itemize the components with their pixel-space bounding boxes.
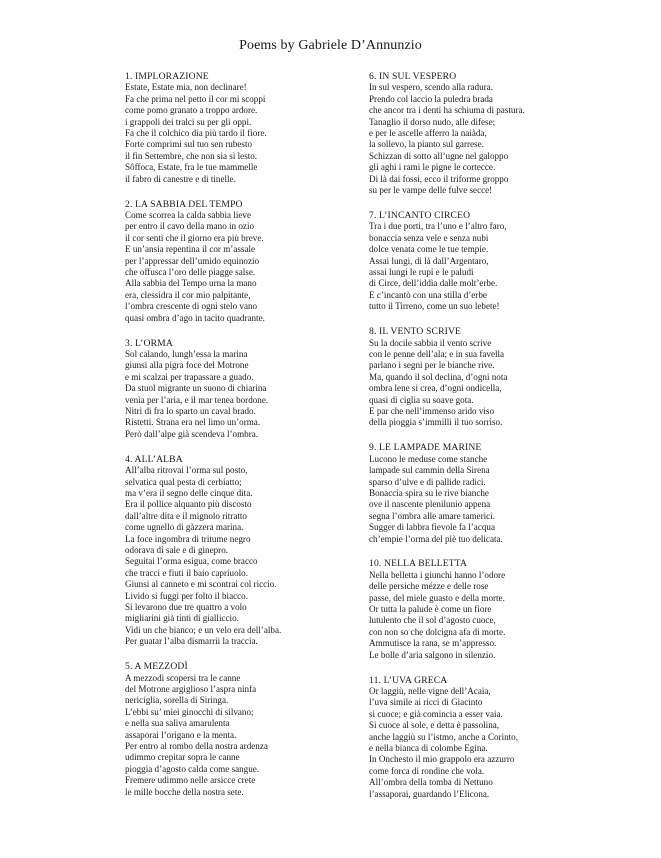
poem: [369, 71, 599, 196]
poem-line: come pomo granato a troppo ardore.: [125, 105, 258, 116]
poem-line: Tra i due porti, tra l’uno e l’altro faro,: [369, 221, 507, 232]
poem-line: su per le vampe delle fulve secce!: [369, 185, 493, 196]
poem-title: 6. IN SUL VESPERO: [369, 71, 457, 82]
poem-body: [369, 338, 599, 429]
poem-line: Sugger di labbra fievole fa l’acqua: [369, 522, 495, 533]
poem: [369, 675, 599, 800]
poem-line: le mille bocche della nostra sete.: [125, 786, 244, 797]
poem-line: Si levarono due tre quattro a volo: [125, 601, 247, 612]
poem-line: che tracci e fiuti il baio capriuolo.: [125, 567, 248, 578]
poem: [369, 326, 599, 429]
poem-line: Giunsi al canneto e mi scontrai col riccio.: [125, 579, 277, 590]
poem-line: Vidi un che bianco; e un velo era dell’alba.: [125, 624, 282, 635]
poem-line: selvatica qual pesta di cerbiatto;: [125, 476, 242, 487]
poem-line: Tanaglio il dorso nudo, alle difese;: [369, 116, 496, 127]
poem-line: Ammutisce la rana, se m’appresso.: [369, 638, 497, 649]
poem-line: E c’incantò con una stilla d’erbe: [369, 289, 487, 300]
poem-line: per entro il cavo della mano in ozio: [125, 221, 255, 232]
poem-body: [369, 454, 599, 545]
poem-title: 5. A MEZZODÌ: [125, 661, 188, 673]
poem-title: 4. ALL’ALBA: [125, 453, 183, 465]
poem-line: e nella sua saliva amarulenta: [125, 718, 230, 729]
poem-body: [125, 82, 355, 185]
poem-line: l’uva simile ai ricci di Giacinto: [369, 697, 483, 708]
poem-line: venìa per l’aria, e il mar tenea bordone.: [125, 394, 269, 405]
poem-line: quasi di ciglia su soave gota.: [369, 394, 474, 405]
poem-line: Nella belletta i giunchi hanno l’odore: [369, 569, 506, 580]
poem-line: Nitrì di fra lo sparto un caval brado.: [125, 405, 256, 416]
poem-body: [125, 673, 355, 798]
poem-line: i grappoli dei tralci su per gli oppi.: [125, 116, 252, 127]
poem-line: e per le ascelle afferro la naiàda,: [369, 128, 487, 139]
poem-line: ombra lene si crea, d’ogni ondicella,: [369, 383, 502, 394]
poem-line: ma v’era il segno delle cinque dita.: [125, 487, 253, 498]
poem-line: passe, del miele guasto e della morte.: [369, 592, 505, 603]
poem-body: [125, 349, 355, 440]
poem-line: con le penne dell’ala; e in sua favella: [369, 348, 505, 359]
poem-line: Prendo col laccio la puledra brada: [369, 93, 493, 104]
poem-line: per l’appressar dell’umido equinozio: [125, 255, 260, 266]
poem-body: [369, 570, 599, 661]
poem-line: dall’altre dita e il mignolo ritratto: [125, 510, 247, 521]
poem-line: All’alba ritrovai l’orma sul posto,: [125, 465, 248, 476]
poem-line: la sollevo, la pianto sul garrese.: [369, 139, 484, 150]
poem-line: Però dall’alpe già scendeva l’ombra.: [125, 428, 259, 439]
poem-line: Per guatar l’alba dismarrii la traccia.: [125, 636, 258, 647]
poem-line: assaporai l’origano e la menta.: [125, 729, 237, 740]
poem-body: [369, 686, 599, 800]
poem-line: odorava di sale e di ginepro.: [125, 544, 229, 555]
poem-line: assai lungi le rupi e le paludi: [369, 267, 474, 277]
poem-line: Seguitai l’orma esigua, come bracco: [125, 556, 258, 567]
poem-line: e nella bianca di colombe Egina.: [369, 743, 488, 754]
poem-line: A mezzodì scopersi tra le canne: [125, 672, 241, 683]
poem: [125, 338, 355, 441]
poem-line: Fremere udimmo nelle arsicce crete: [125, 775, 256, 786]
poem-body: [125, 210, 355, 324]
poem-title: 11. L’UVA GRECA: [369, 674, 448, 686]
poem-line: era, clessidra il cor mio palpitante,: [125, 289, 251, 300]
poem-line: si cuoce; e già comincia a esser vaia.: [369, 708, 503, 719]
poem: [125, 454, 355, 648]
poem-line: E un’ansia repentina il cor m’assale: [125, 244, 256, 255]
poem-line: gli aghi i rami le pigne le cortecce.: [369, 162, 496, 173]
poem-line: Bonaccia spira su le rive bianche: [369, 487, 489, 498]
poem-line: L’ebbi su’ miei ginocchi di silvano;: [125, 706, 254, 717]
poem-line: sparso d’ulve e di pallide radici.: [369, 476, 486, 487]
poem-line: quasi ombra d’ago in tacito quadrante.: [125, 312, 265, 323]
poem-body: [369, 82, 599, 196]
poem-line: Estate, Estate mia, non declinare!: [125, 82, 247, 93]
poem-line: Or laggiù, nelle vigne dell’Acaia,: [369, 686, 491, 696]
poem-line: di Circe, dell’iddìa dalle molt’erbe.: [369, 278, 498, 289]
poem-line: Ristetti. Strana era nel limo un’orma.: [125, 417, 261, 428]
poem-body: [369, 221, 599, 312]
poem-line: che ancor tra i denti ha schiuma di pastura.: [369, 105, 525, 116]
poem: [369, 210, 599, 313]
poem: [125, 71, 355, 185]
poem-line: ch’empie l’orma del piè tuo delicata.: [369, 533, 503, 544]
poem-line: anche laggiù su l’istmo, anche a Corinto,: [369, 731, 518, 742]
poem-line: il fabro di canestre e di tinelle.: [125, 173, 236, 184]
poem-title: 7. L’INCANTO CIRCEO: [369, 209, 471, 221]
poem-line: Per entro al rombo della nostra ardenza: [125, 740, 268, 751]
poem-line: Fa che prima nel petto il cor mi scoppi: [125, 93, 266, 104]
poem-line: In sul vespero, scendo alla radura.: [369, 82, 493, 93]
poem-line: lutulento che il sol d’agosto cuoce,: [369, 615, 496, 626]
poem-line: Ma, quando il sol declina, d’ogni nota: [369, 371, 508, 382]
poem-line: La foce ingombra di tritume negro: [125, 533, 251, 544]
poem-line: Si cuoce al sole, e detta è passolina,: [369, 720, 500, 731]
poem-body: [125, 465, 355, 648]
poem-line: E par che nell’immenso arido viso: [369, 405, 495, 416]
poem-line: Era il pollice alquanto più discosto: [125, 499, 252, 510]
poem-title: 8. IL VENTO SCRIVE: [369, 326, 462, 338]
poem-title: 10. NELLA BELLETTA: [369, 558, 468, 570]
poem-title: 3. L’ORMA: [125, 337, 173, 349]
poem-line: parlano i segni per le bianche rive.: [369, 360, 495, 371]
poem-line: In Onchesto il mio grappolo era azzurro: [369, 754, 515, 765]
poem-line: Lucono le meduse come stanche: [369, 453, 488, 464]
poem-line: segna l’ombra alle amare tamerici.: [369, 510, 495, 521]
poem-line: migliarini già tinti di gialliccio.: [125, 613, 239, 624]
poem-line: il cor sentì che il giorno era più breve.: [125, 232, 264, 243]
poem: [125, 199, 355, 324]
poem-line: tutto il Tirreno, come un suo lebete!: [369, 301, 500, 312]
poem-line: Forte comprimi sul tuo sen rubesto: [125, 139, 253, 150]
poem-line: giunsi alla pigra foce del Motrone: [125, 360, 249, 371]
poem-line: Da stuol migrante un suono di chiarina: [125, 383, 267, 394]
poem-line: Come scorrea la calda sabbia lieve: [125, 209, 251, 220]
poem-line: l’ombra crescente di ogni stelo vano: [125, 301, 258, 312]
poem-title: 1. IMPLORAZIONE: [125, 71, 209, 82]
poem-line: Fa che il colchico dia più tardo il fiore.: [125, 128, 267, 139]
poem-line: Assai lungi, di là dall’Argentaro,: [369, 255, 489, 266]
poem-title: 2. LA SABBIA DEL TEMPO: [125, 198, 243, 210]
poem-line: come forca di rondine che vola.: [369, 765, 485, 776]
poem-line: nericiglia, sorella di Siringa.: [125, 695, 229, 706]
poem: [369, 442, 599, 545]
poem-title: 9. LE LAMPADE MARINE: [369, 442, 482, 454]
page-title: Poems by Gabriele D’Annunzio: [239, 38, 422, 53]
poem-line: All’ombra della tomba di Nettuno: [369, 777, 493, 788]
poem-line: delle persiche mézze e delle rose: [369, 581, 489, 592]
poem-line: Di là dai fossi, ecco il triforme groppo: [369, 173, 509, 184]
poem-line: dolce venata come le tue tempie.: [369, 244, 489, 255]
poem-line: Or tutta la palude è come un fiore: [369, 604, 492, 615]
poem-line: come ugnello di gàzzera marina.: [125, 522, 244, 533]
poem-line: Sol calando, lungh’essa la marina: [125, 348, 248, 359]
poem: [125, 661, 355, 798]
poem-line: pioggia d’agosto calda come sangue.: [125, 763, 260, 774]
left-column: [125, 71, 355, 811]
poem-line: il fin Settembre, che non sia sì lesto.: [125, 150, 258, 161]
poem-line: della pioggia s’immilli il tuo sorriso.: [369, 417, 503, 428]
poem-line: che offusca l’oro delle piagge salse.: [125, 267, 256, 277]
poem-line: bonaccia senza vele e senza nubi: [369, 232, 489, 243]
poem-line: e mi scalzai per trapassare a guado.: [125, 371, 254, 382]
right-column: [369, 71, 599, 814]
poem-line: Alla sabbia del Tempo urna la mano: [125, 278, 257, 289]
poem: [369, 558, 599, 661]
poem-line: Schizzan di sotto all’ugne nel galoppo: [369, 150, 509, 161]
poem-line: Sôffoca, Estate, fra le tue mammelle: [125, 162, 258, 173]
poem-line: ove il nascente plenilunio appena: [369, 499, 491, 510]
poem-line: udimmo crepitar sopra le canne: [125, 752, 240, 763]
poem-line: del Motrone argiglioso l’aspra ninfa: [125, 683, 257, 694]
poem-line: con non so che dolcigna afa di morte.: [369, 626, 506, 637]
poem-line: Le bolle d’aria salgono in silenzio.: [369, 649, 496, 660]
poem-line: lampade sul cammin della Sirena: [369, 465, 490, 476]
poem-line: l’assaporai, guardando l’Elicona.: [369, 788, 490, 799]
poem-line: Livido si fuggì per folto il biacco.: [125, 590, 248, 601]
poem-line: Su la docile sabbia il vento scrive: [369, 337, 492, 348]
